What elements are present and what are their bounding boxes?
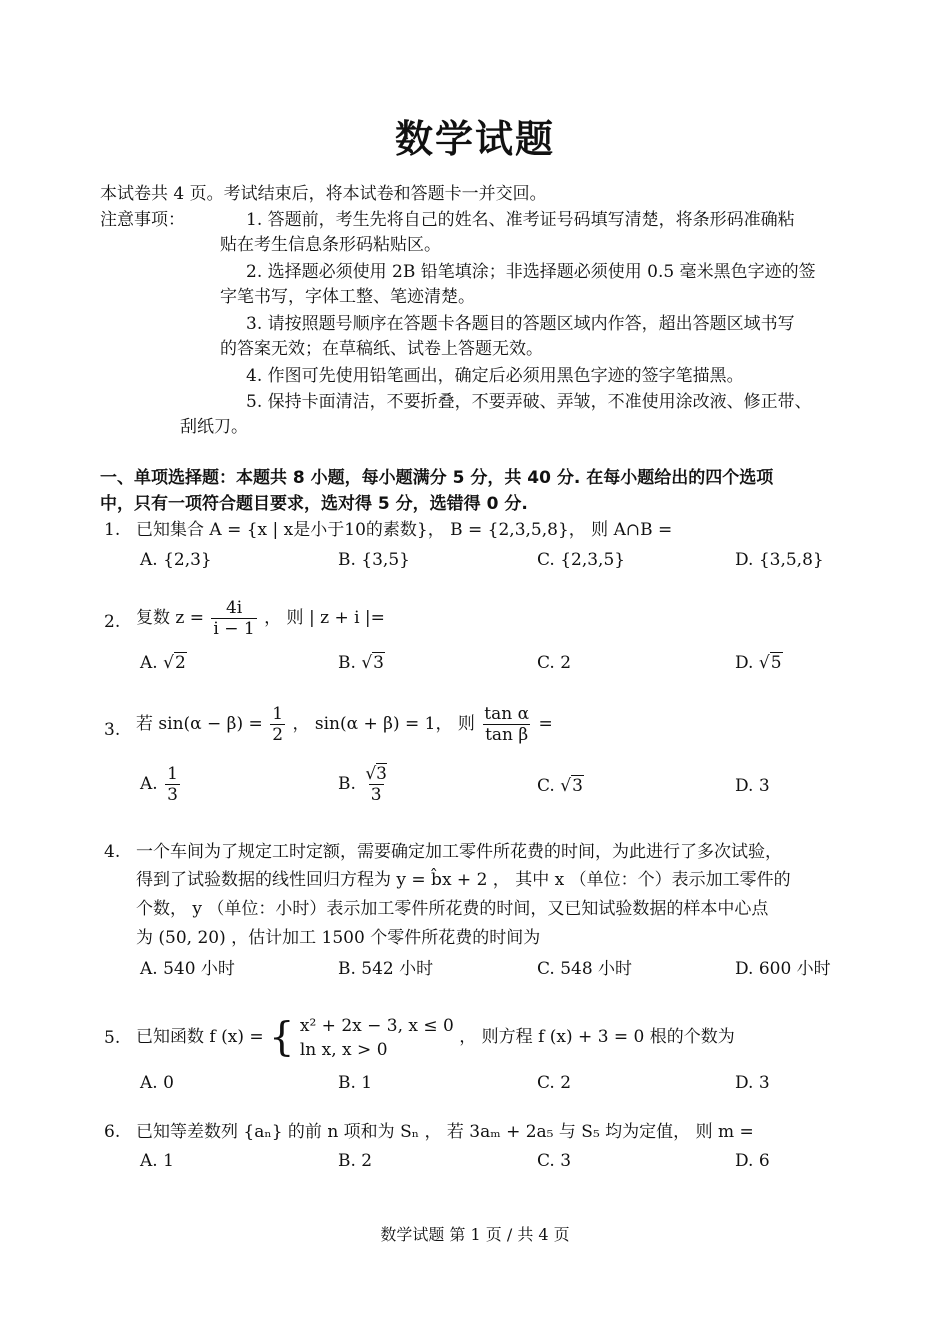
option-c [537,774,584,798]
fraction-numerator: 1 [167,764,178,784]
fraction [482,704,531,745]
radicand: 3 [373,653,384,673]
case-line: x² + 2x − 3, x ≤ 0 [299,1015,454,1036]
option-a [140,764,182,805]
piecewise-cases [300,1014,454,1062]
fraction-numerator: 1 [272,704,284,724]
note-line: 1. 答题前，考生先将自己的姓名、准考证号码填写清楚，将条形码准确粘 [246,210,795,230]
fraction-denominator: 3 [167,785,178,805]
question-stem: 已知集合 A = {x | x是小于10的素数}， B = {2,3,5,8}， 则 A∩B = [136,520,673,540]
question-stem-line: 为 (50, 20) ，估计加工 1500 个零件所花费的时间为 [136,928,541,948]
option-c: C. {2,3,5} [537,550,626,570]
note-line: 字笔书写，字体工整、笔迹清楚。 [220,287,475,307]
option-b: B. 1 [338,1073,373,1093]
stem-text: ， 则 | z + i |= [264,608,385,628]
question-number: 5. [104,1028,121,1048]
page-title: 数学试题 [394,117,555,161]
question-number: 4. [104,842,121,862]
question-number: 3. [104,720,121,740]
note-line: 贴在考生信息条形码粘贴区。 [220,235,441,255]
question-number: 2. [104,612,121,632]
note-line: 5. 保持卡面清洁，不要折叠，不要弄破、弄皱，不准使用涂改液、修正带、 [246,392,812,412]
option-a [140,651,187,675]
fraction [211,598,256,639]
option-label: A. [140,653,158,673]
sqrt-symbol: √3 [560,776,583,796]
fraction [363,764,389,805]
option-c: C. 548 小时 [537,959,633,979]
question-number: 6. [104,1122,121,1142]
option-a: A. {2,3} [140,550,212,570]
option-a: A. 540 小时 [140,959,235,979]
option-label: A. [140,774,158,794]
note-line: 的答案无效；在草稿纸、试卷上答题无效。 [220,339,543,359]
question-stem [136,1012,735,1062]
note-line: 2. 选择题必须使用 2B 铅笔填涂；非选择题必须使用 0.5 毫米黑色字迹的签 [246,262,816,282]
option-d: D. 6 [735,1151,770,1171]
question-number: 1. [104,520,121,540]
option-d: D. 3 [735,776,770,796]
radicand: 5 [770,653,782,673]
option-label: B. [338,653,356,673]
stem-text: ， 则方程 f (x) + 3 = 0 根的个数为 [459,1027,735,1047]
radicand: 3 [572,776,583,796]
question-stem-line: 个数， y （单位：小时）表示加工零件所花费的时间，又已知试验数据的样本中心点 [136,899,769,919]
option-d [735,651,783,675]
stem-text: ， sin(α + β) = 1， 则 [292,714,475,734]
option-d: D. 600 小时 [735,959,831,979]
option-c: C. 2 [537,653,572,673]
fraction-numerator: 4i [225,598,243,618]
question-stem: 已知等差数列 {aₙ} 的前 n 项和为 Sₙ ， 若 3aₘ + 2a₅ 与 S₅ 均为定值， 则 m = [136,1122,754,1142]
option-a: A. 1 [140,1151,174,1171]
fraction-numerator: tan α [484,704,530,724]
intro-text: 本试卷共 4 页。考试结束后，将本试卷和答题卡一并交回。 [100,184,547,204]
sqrt-symbol: √2 [163,653,186,673]
option-c: C. 2 [537,1073,572,1093]
section-heading: 中，只有一项符合题目要求，选对得 5 分，选错得 0 分. [100,494,528,514]
stem-text: 已知函数 f (x) = [136,1027,264,1047]
left-brace: { [269,1014,295,1061]
option-label: B. [338,774,356,794]
fraction [270,704,285,745]
stem-text: 若 sin(α − β) = [136,714,263,734]
question-stem [136,598,385,639]
question-stem-line: 一个车间为了规定工时定额，需要确定加工零件所花费的时间，为此进行了多次试验， [136,842,782,862]
sqrt-symbol: √5 [758,653,782,673]
notes-label: 注意事项： [100,210,185,230]
option-d: D. 3 [735,1073,770,1093]
fraction-denominator: 3 [370,785,382,805]
option-b: B. 542 小时 [338,959,434,979]
page-footer: 数学试题 第 1 页 / 共 4 页 [380,1225,570,1244]
radicand: 3 [376,764,387,784]
question-stem [136,704,553,745]
sqrt-symbol: √3 [361,653,384,673]
fraction-denominator: i − 1 [213,619,255,639]
stem-text: 复数 z = [136,608,205,628]
fraction-denominator: tan β [485,725,529,745]
fraction [165,764,180,805]
option-c: C. 3 [537,1151,572,1171]
note-line: 4. 作图可先使用铅笔画出，确定后必须用黑色字迹的签字笔描黑。 [246,366,744,386]
question-stem-line: 得到了试验数据的线性回归方程为 y = b̂x + 2 ， 其中 x （单位：个）表示加工零件的 [136,870,791,890]
case-line: ln x, x > 0 [299,1039,388,1060]
radicand: 2 [174,653,186,673]
note-line: 刮纸刀。 [180,417,248,437]
option-d: D. {3,5,8} [735,550,824,570]
fraction-numerator: √3 [365,764,387,784]
stem-text: = [538,714,553,734]
note-line: 3. 请按照题号顺序在答题卡各题目的答题区域内作答，超出答题区域书写 [246,314,795,334]
section-heading: 一、单项选择题：本题共 8 小题，每小题满分 5 分，共 40 分. 在每小题给出的四个选项 [100,468,774,488]
option-b [338,764,391,805]
option-a: A. 0 [140,1073,174,1093]
fraction-denominator: 2 [272,725,284,745]
option-label: D. [735,653,754,673]
option-b: B. 2 [338,1151,373,1171]
option-label: C. [537,776,555,796]
option-b [338,651,385,675]
option-b: B. {3,5} [338,550,410,570]
